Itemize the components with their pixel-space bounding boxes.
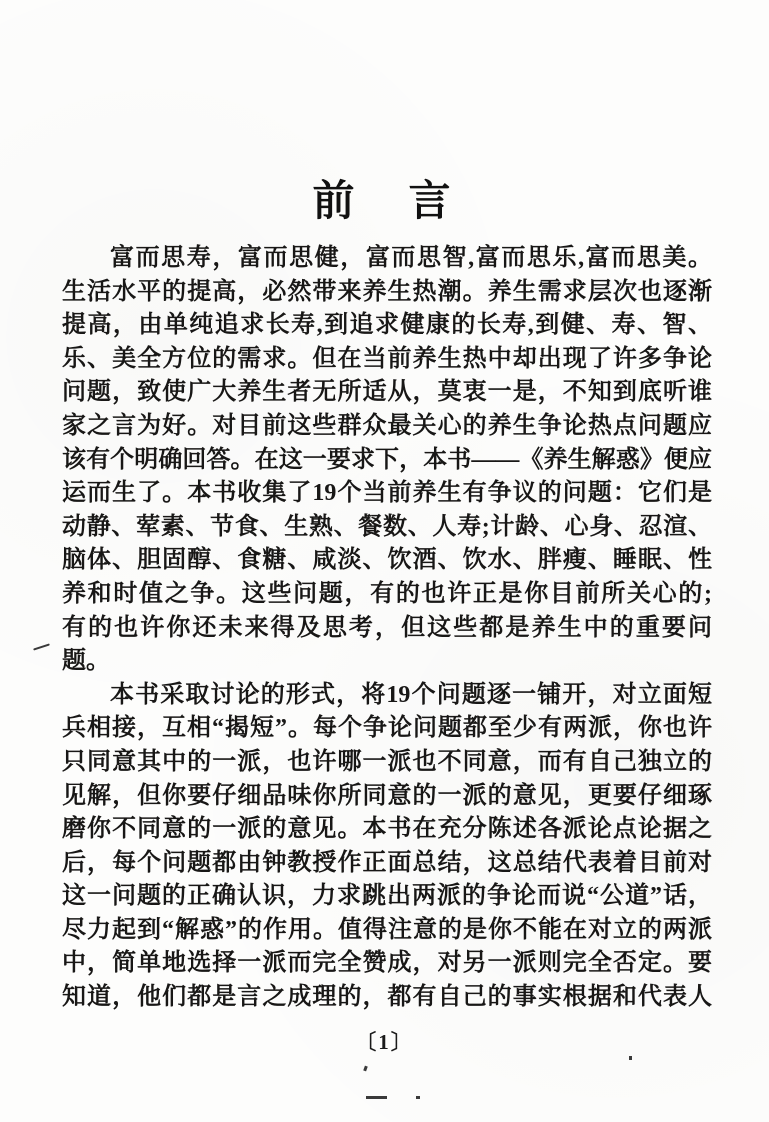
text-line: 只同意其中的一派，也许哪一派也不同意，而有自己独立的 xyxy=(62,748,712,775)
scan-artifact-dot xyxy=(416,1096,420,1099)
preface-text xyxy=(62,242,712,1015)
text-line: 本书采取讨论的形式，将19个问题逐一铺开，对立面短 xyxy=(110,681,712,708)
text-line: 问题，致使广大养生者无所适从，莫衷一是，不知到底听谁 xyxy=(62,379,712,406)
text-line: 这一问题的正确认识，力求跳出两派的争论而说“公道”话， xyxy=(62,883,712,910)
text-line: 题。 xyxy=(62,648,110,675)
scan-artifact-slash xyxy=(33,643,50,650)
text-line: 提高，由单纯追求长寿,到追求健康的长寿,到健、寿、智、 xyxy=(62,312,712,339)
text-line: 乐、美全方位的需求。但在当前养生热中却出现了许多争论 xyxy=(62,345,712,372)
scan-artifact-dash xyxy=(366,1096,387,1099)
page-title: 前 言 xyxy=(312,179,457,225)
text-line: 中，简单地选择一派而完全赞成，对另一派则完全否定。要 xyxy=(62,950,712,977)
text-line: 脑体、胆固醇、食糖、咸淡、饮酒、饮水、胖瘦、睡眠、性 xyxy=(62,547,712,574)
text-line: 知道，他们都是言之成理的，都有自己的事实根据和代表人 xyxy=(62,984,712,1011)
text-line: 后，每个问题都由钟教授作正面总结，这总结代表着目前对 xyxy=(62,849,712,876)
text-line: 养和时值之争。这些问题，有的也许正是你目前所关心的; xyxy=(62,580,712,607)
text-line: 富而思寿，富而思健，富而思智,富而思乐,富而思美。 xyxy=(110,245,712,271)
text-line: 生活水平的提高，必然带来养生热潮。养生需求层次也逐渐 xyxy=(62,278,712,305)
text-line: 该有个明确回答。在这一要求下，本书——《养生解惑》便应 xyxy=(62,446,712,473)
text-line: 尽力起到“解惑”的作用。值得注意的是你不能在对立的两派 xyxy=(62,916,712,943)
text-line: 家之言为好。对目前这些群众最关心的养生争论热点问题应 xyxy=(62,412,712,439)
scan-artifact-dot xyxy=(363,1066,368,1072)
text-line: 有的也许你还未来得及思考，但这些都是养生中的重要问 xyxy=(62,614,712,641)
text-line: 见解，但你要仔细品味你所同意的一派的意见，更要仔细琢 xyxy=(62,782,712,809)
page-number: 〔1〕 xyxy=(355,1030,414,1054)
scan-artifact-dot xyxy=(629,1056,632,1060)
text-line: 运而生了。本书收集了19个当前养生有争议的问题：它们是 xyxy=(62,480,712,507)
text-line: 兵相接，互相“揭短”。每个争论问题都至少有两派，你也许 xyxy=(62,715,712,742)
text-line: 动静、荤素、节食、生熟、餐数、人寿;计龄、心身、忍渲、 xyxy=(62,513,712,540)
text-line: 磨你不同意的一派的意见。本书在充分陈述各派论点论据之 xyxy=(62,816,712,843)
